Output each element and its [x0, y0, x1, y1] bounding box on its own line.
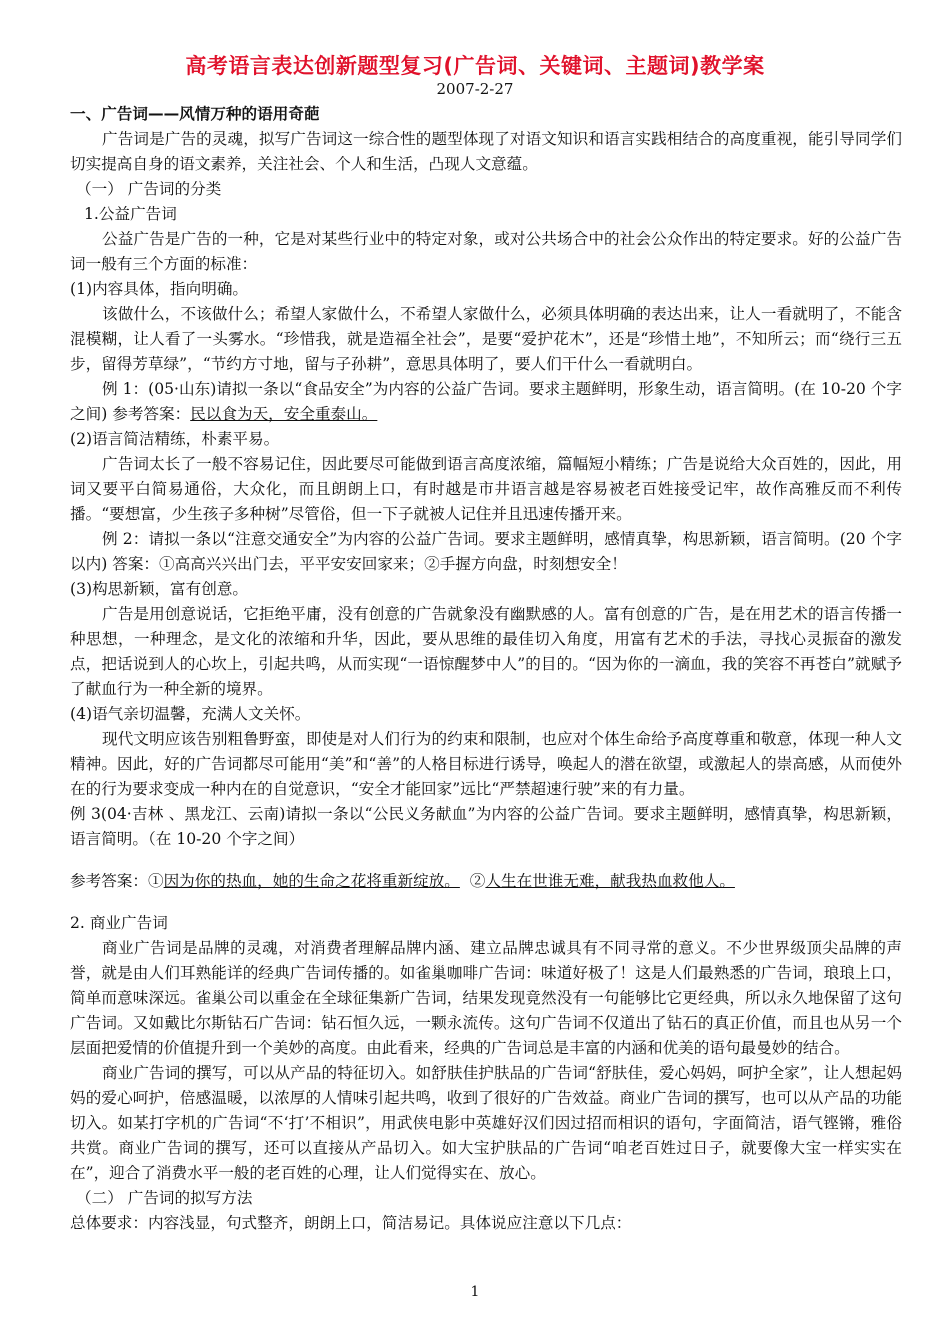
example-paragraph: 例 2：请拟一条以“注意交通安全”为内容的公益广告词。要求主题鲜明，感情真挚，构思新颖，语言简明。(20 个字以内) 答案：①高高兴兴出门去，平平安安回家来；②手握方向盘，时刻想安全！	[70, 530, 902, 573]
document-title: 高考语言表达创新题型复习(广告词、关键词、主题词)教学案	[185, 54, 765, 78]
paragraph: 商业广告词是品牌的灵魂，对消费者理解品牌内涵、建立品牌忠诚具有不同寻常的意义。不少世界级顶尖品牌的声誉，就是由人们耳熟能详的经典广告词传播的。如雀巢咖啡广告词：味道好极了！这是人们最熟悉的广告词，琅琅上口，简单而意味深远。雀巢公司以重金在全球征集新广告词，结果发现竟然没有一句能够比它更经典，所以永久地保留了这句广告词。又如戴比尔斯钻石广告词：钻石恒久远，一颗永流传。这句广告词不仅道出了钻石的真正价值，而且也从另一个层面把爱情的价值提升到一个美妙的高度。由此看来，经典的广告词总是丰富的内涵和优美的语句最曼妙的结合。	[70, 939, 902, 1057]
answer-mid: ②	[469, 872, 486, 890]
page-number: 1	[470, 1284, 480, 1300]
subsection-heading: （二） 广告词的拟写方法	[76, 1189, 253, 1207]
paragraph: 商业广告词的撰写，可以从产品的特征切入。如舒肤佳护肤品的广告词“舒肤佳，爱心妈妈，呵护全家”，让人想起妈妈的爱心呵护，倍感温暖，以浓厚的人情味引起共鸣，收到了很好的广告效益。商业广告词的撰写，也可以从产品的功能切入。如某打字机的广告词“不‘打’不相识”，用武侠电影中英雄好汉们因过招而相识的语句，字面简洁，语气铿锵，雅俗共赏。商业广告词的撰写，还可以直接从产品切入。如大宝护肤品的广告词“咱老百姓过日子，就要像大宝一样实实在在”，迎合了消费水平一般的老百姓的心理，让人们觉得实在、放心。	[70, 1064, 902, 1182]
paragraph: 现代文明应该告别粗鲁野蛮，即使是对人们行为的约束和限制，也应对个体生命给予高度尊重和敬意，体现一种人文精神。因此，好的广告词都尽可能用“美”和“善”的人格目标进行诱导，唤起人的潜在欲望，或激起人的崇高感，从而使外在的行为要求变成一种内在的自觉意识，“安全才能回家”远比“严禁超速行驶”来的有力量。	[70, 730, 902, 798]
paragraph: 该做什么，不该做什么；希望人家做什么，不希望人家做什么，必须具体明确的表达出来，让人一看就明了，不能含混模糊，让人看了一头雾水。“珍惜我，就是造福全社会”，是要“爱护花木”，还是“珍惜土地”，不知所云；而“绕行三五步，留得芳草绿”，“节约方寸地，留与子孙耕”，意思具体明了，要人们干什么一看就明白。	[70, 305, 902, 373]
example-answer: 民以食为天，安全重泰山。	[190, 405, 378, 423]
spacer	[70, 894, 902, 911]
standard-heading: (1)内容具体，指向明确。	[70, 280, 249, 298]
paragraph: 广告词是广告的灵魂，拟写广告词这一综合性的题型体现了对语文知识和语言实践相结合的高度重视，能引导同学们切实提高自身的语文素养，关注社会、个人和生活，凸现人文意蕴。	[70, 130, 902, 173]
section-heading: 一、广告词——风情万种的语用奇葩	[70, 105, 320, 123]
paragraph: 广告是用创意说话，它拒绝平庸，没有创意的广告就象没有幽默感的人。富有创意的广告，是在用艺术的语言传播一种思想，一种理念，是文化的浓缩和升华，因此，要从思维的最佳切入角度，用富有艺术的手法，寻找心灵振奋的激发点，把话说到人的心坎上，引起共鸣，从而实现“一语惊醒梦中人”的目的。“因为你的一滴血，我的笑容不再苍白”就赋予了献血行为一种全新的境界。	[70, 605, 902, 698]
answer-a: 因为你的热血，她的生命之花将重新绽放。	[163, 872, 460, 890]
paragraph: 公益广告是广告的一种，它是对某些行业中的特定对象，或对公共场合中的社会公众作出的特定要求。好的公益广告词一般有三个方面的标准：	[70, 230, 902, 273]
example-paragraph: 例 3(04·吉林 、黑龙江、云南)请拟一条以“公民义务献血”为内容的公益广告词。要求主题鲜明，感情真挚，构思新颖，语言简明。（在 10-20 个字之间）	[70, 805, 902, 848]
spacer	[70, 852, 902, 869]
document-body	[70, 102, 902, 1236]
document-date: 2007-2-27	[436, 80, 514, 98]
standard-heading: (3)构思新颖，富有创意。	[70, 580, 249, 598]
example-paragraph	[70, 377, 902, 427]
category-heading: 1.公益广告词	[84, 205, 177, 223]
category-heading: 2. 商业广告词	[70, 914, 168, 932]
answer-b: 人生在世谁无难，献我热血救他人。	[485, 872, 735, 890]
subsection-heading: （一） 广告词的分类	[76, 180, 222, 198]
paragraph: 广告词太长了一般不容易记住，因此要尽可能做到语言高度浓缩，篇幅短小精练；广告是说给大众百姓的，因此，用词又要平白简易通俗，大众化，而且朗朗上口，有时越是市井语言越是容易被老百姓接受记牢，故作高雅反而不利传播。“要想富，少生孩子多种树”尽管俗，但一下子就被人记住并且迅速传播开来。	[70, 455, 902, 523]
standard-heading: (2)语言简洁精练，朴素平易。	[70, 430, 280, 448]
standard-heading: (4)语气亲切温馨，充满人文关怀。	[70, 705, 311, 723]
example-text: 例 1：(05·山东)请拟一条以“食品安全”为内容的公益广告词。要求主题鲜明，形象生动，语言简明。(在 10-20 个字之间) 参考答案：	[70, 380, 902, 423]
answer-line	[70, 869, 902, 894]
answer-label: 参考答案：①	[70, 872, 164, 890]
paragraph: 总体要求：内容浅显，句式整齐，朗朗上口，简洁易记。具体说应注意以下几点：	[70, 1214, 632, 1232]
